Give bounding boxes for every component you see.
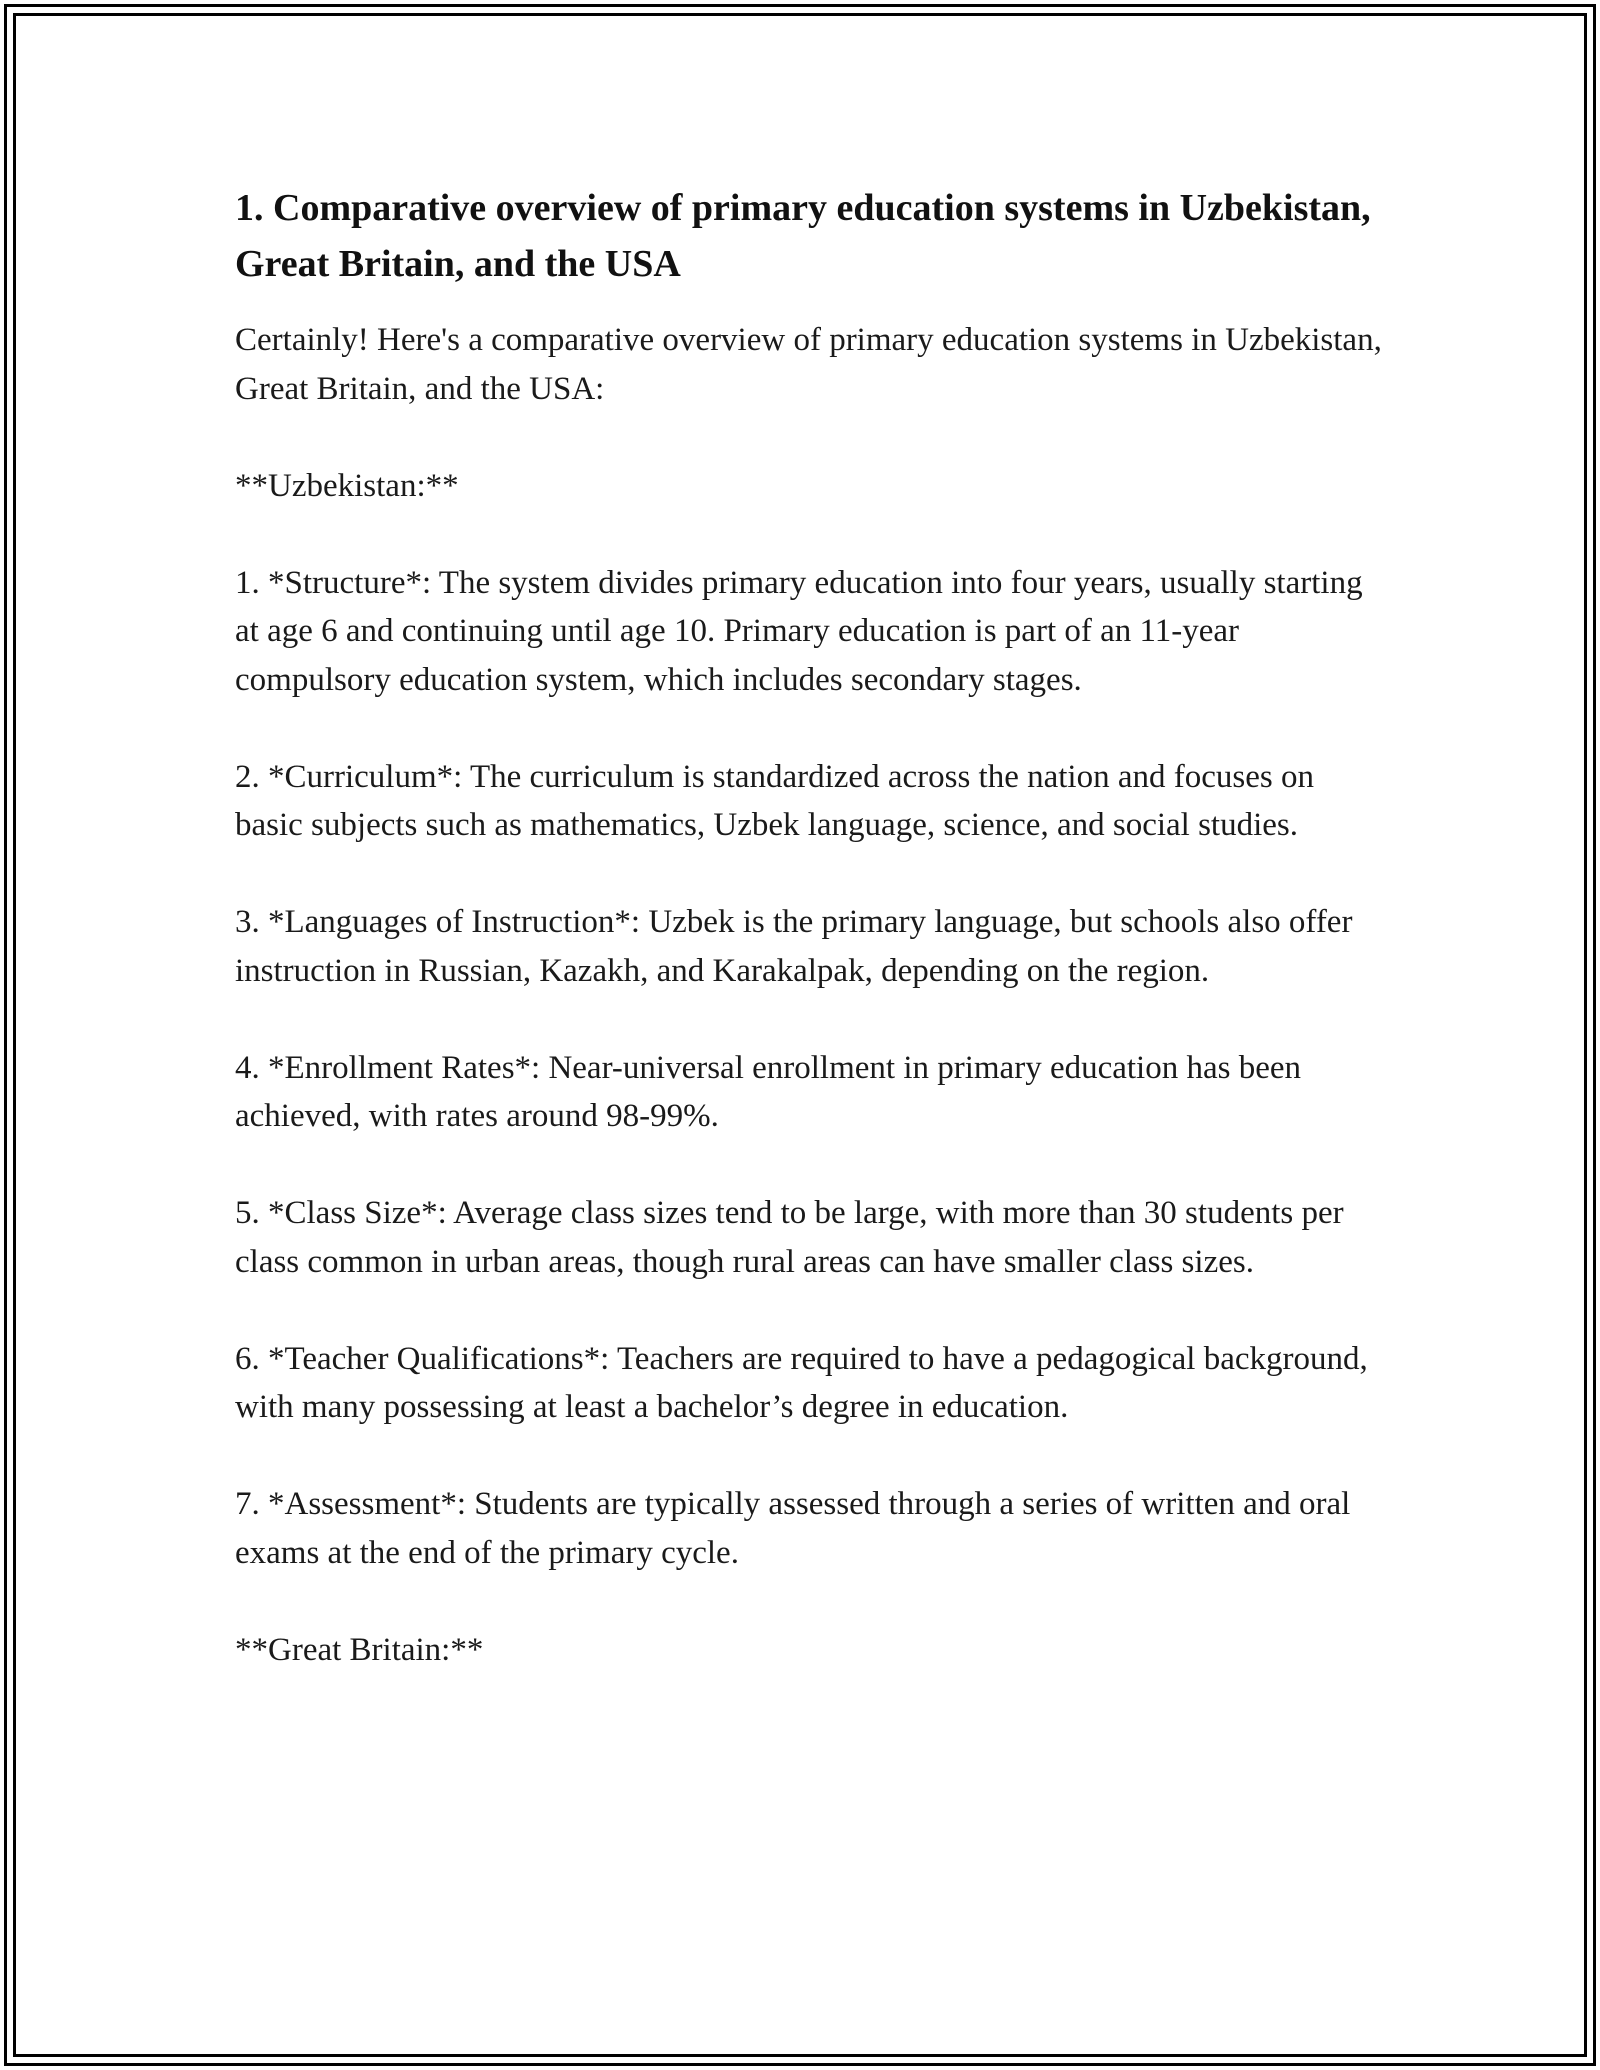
list-item-structure: 1. *Structure*: The system divides primary education into four years, usually starting at age 6 and continuing until age 10. Primary education is part of an 11-year compulsory education system, which includes secondary stages. bbox=[235, 564, 1363, 698]
section-heading-great-britain: **Great Britain:** bbox=[235, 1631, 484, 1668]
document-body bbox=[235, 180, 1385, 1723]
list-item-teacher-qualifications: 6. *Teacher Qualifications*: Teachers are required to have a pedagogical background, with many possessing at least a bachelor’s degree in education. bbox=[235, 1340, 1368, 1425]
section-heading-uzbekistan: **Uzbekistan:** bbox=[235, 467, 459, 504]
document-title: 1. Comparative overview of primary education systems in Uzbekistan, Great Britain, and the USA bbox=[235, 187, 1371, 285]
list-item-curriculum: 2. *Curriculum*: The curriculum is standardized across the nation and focuses on basic subjects such as mathematics, Uzbek language, science, and social studies. bbox=[235, 758, 1314, 843]
list-item-enrollment: 4. *Enrollment Rates*: Near-universal enrollment in primary education has been achieved, with rates around 98-99%. bbox=[235, 1049, 1302, 1134]
list-item-class-size: 5. *Class Size*: Average class sizes tend to be large, with more than 30 students per class common in urban areas, though rural areas can have smaller class sizes. bbox=[235, 1195, 1344, 1280]
list-item-assessment: 7. *Assessment*: Students are typically assessed through a series of written and oral exams at the end of the primary cycle. bbox=[235, 1486, 1351, 1571]
intro-paragraph: Certainly! Here's a comparative overview of primary education systems in Uzbekistan, Great Britain, and the USA: bbox=[235, 322, 1382, 407]
list-item-languages: 3. *Languages of Instruction*: Uzbek is the primary language, but schools also offer instruction in Russian, Kazakh, and Karakalpak, depending on the region. bbox=[235, 904, 1353, 989]
